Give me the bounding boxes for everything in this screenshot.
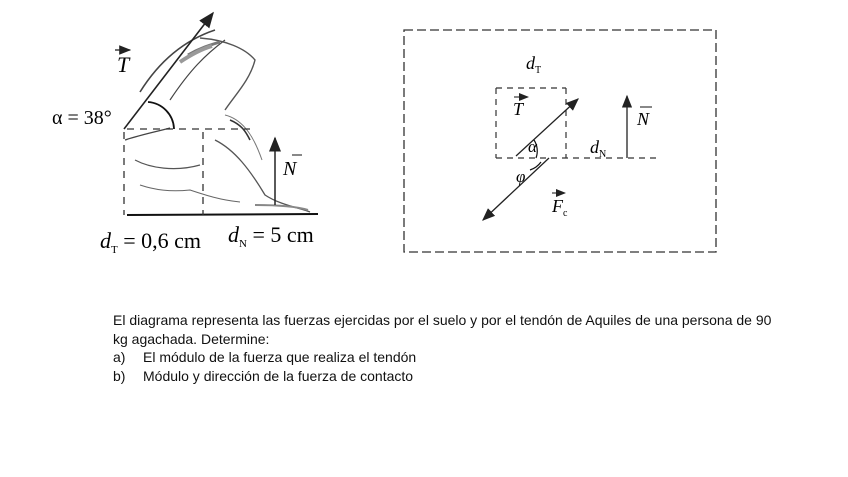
- problem-statement: El diagrama representa las fuerzas ejercidas por el suelo y por el tendón de Aquiles de una persona de 90 kg agachada. Determine:: [113, 312, 772, 347]
- item-label: b): [113, 367, 126, 384]
- left-N-label: N: [283, 158, 297, 180]
- right-Fc-label: $F_c$: [552, 196, 568, 219]
- left-T-label: T: [117, 52, 130, 77]
- dist-T-text: $d_T = 0,6$ cm: [100, 228, 202, 256]
- right-T-label: T: [513, 99, 524, 119]
- item-text: Módulo y dirección de la fuerza de contacto: [143, 367, 414, 384]
- list-item: [113, 348, 773, 367]
- dist-N-text: $d_N = 5$ cm: [228, 222, 314, 250]
- foot-diagram: [124, 13, 318, 215]
- free-body-diagram-frame: [404, 30, 716, 252]
- problem-text: [113, 311, 773, 385]
- right-dT-label: $d_T$: [526, 53, 542, 76]
- tendon-force-arrow: [124, 13, 213, 129]
- alpha-label: α: [528, 137, 537, 156]
- item-label: a): [113, 349, 126, 365]
- free-body-diagram: [483, 88, 660, 220]
- phi-label: φ: [516, 167, 526, 186]
- list-item: [113, 367, 773, 386]
- angle-label: α = 38°: [52, 107, 112, 129]
- right-N-label: N: [637, 109, 650, 129]
- item-text: El módulo de la fuerza que realiza el tendón: [143, 349, 417, 365]
- right-dN-label: $d_N$: [590, 137, 607, 160]
